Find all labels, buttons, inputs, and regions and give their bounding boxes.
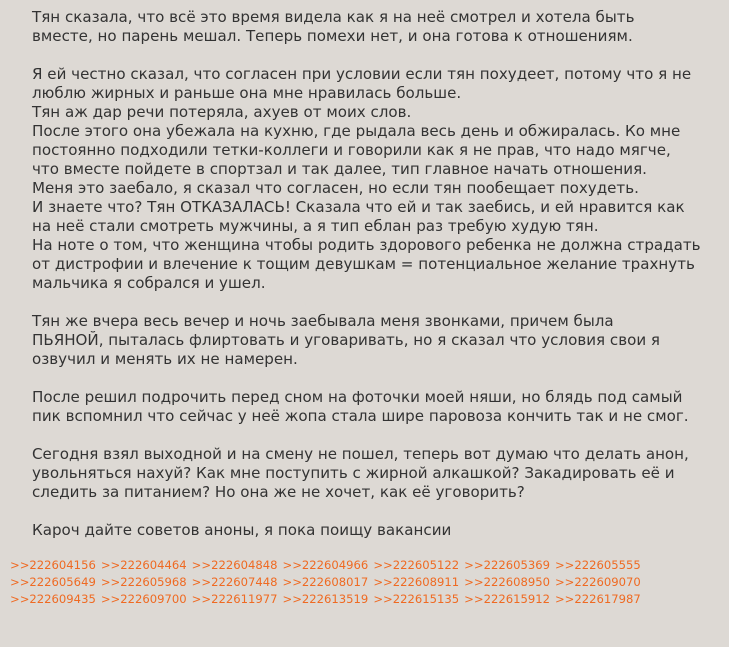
post-paragraph [32, 312, 724, 369]
reply-link[interactable]: >>222604464 [100, 558, 187, 572]
reply-link[interactable]: >>222609700 [100, 592, 187, 606]
post-replies [10, 557, 719, 608]
reply-link[interactable]: >>222605122 [373, 558, 460, 572]
reply-link[interactable]: >>222604156 [10, 558, 96, 572]
post-text-line: мальчика я собрался и ушел. [32, 274, 266, 292]
post-text-line: ПЬЯНОЙ, пыталась флиртовать и уговаривать, но я сказал что условия свои я [32, 331, 661, 349]
reply-link[interactable]: >>222604848 [191, 558, 278, 572]
post-text-line: На ноте о том, что женщина чтобы родить здорового ребенка не должна страдать [32, 236, 701, 254]
reply-link[interactable]: >>222608911 [373, 575, 460, 589]
post-text-line: люблю жирных и раньше она мне нравилась больше. [32, 84, 462, 102]
post-paragraph [32, 65, 724, 293]
post-text-line: вместе, но парень мешал. Теперь помехи нет, и она готова к отношениям. [32, 27, 633, 45]
reply-link[interactable]: >>222611977 [191, 592, 278, 606]
reply-link[interactable]: >>222605968 [100, 575, 187, 589]
reply-row [10, 557, 719, 574]
reply-link[interactable]: >>222617987 [554, 592, 641, 606]
reply-link[interactable]: >>222613519 [282, 592, 369, 606]
reply-link[interactable]: >>222609435 [10, 592, 96, 606]
post-text-line: Тян аж дар речи потеряла, ахуев от моих слов. [32, 103, 412, 121]
post-text-line: Меня это заебало, я сказал что согласен, но если тян пообещает похудеть. [32, 179, 639, 197]
post-text-line: от дистрофии и влечение к тощим девушкам = потенциальное желание трахнуть [32, 255, 695, 273]
post-text-line: После этого она убежала на кухню, где рыдала весь день и обжиралась. Ко мне [32, 122, 681, 140]
post-text-line: озвучил и менять их не намерен. [32, 350, 298, 368]
post-text-line: Тян же вчера весь вечер и ночь заебывала меня звонками, причем была [32, 312, 614, 330]
post-text-line: Кароч дайте советов аноны, я пока поищу вакансии [32, 521, 452, 539]
post-message [10, 8, 724, 540]
post-paragraph [32, 8, 724, 46]
post-text-line: постоянно подходили тетки-коллеги и говорили как я не прав, что надо мягче, [32, 141, 671, 159]
reply-link[interactable]: >>222605649 [10, 575, 96, 589]
reply-row [10, 574, 719, 591]
reply-link[interactable]: >>222605369 [464, 558, 550, 572]
reply-link[interactable]: >>222608017 [282, 575, 369, 589]
post-text-line: следить за питанием? Но она же не хочет, как её уговорить? [32, 483, 525, 501]
post-text-line: Я ей честно сказал, что согласен при условии если тян похудеет, потому что я не [32, 65, 692, 83]
reply-link[interactable]: >>222615135 [373, 592, 460, 606]
post-paragraph [32, 445, 724, 502]
post-text-line: что вместе пойдете в спортзал и так далее, тип главное начать отношения. [32, 160, 647, 178]
reply-row [10, 591, 719, 608]
post-paragraph [32, 388, 724, 426]
reply-link[interactable]: >>222605555 [554, 558, 641, 572]
reply-link[interactable]: >>222615912 [464, 592, 550, 606]
reply-link[interactable]: >>222609070 [554, 575, 641, 589]
post-text-line: Тян сказала, что всё это время видела как я на неё смотрел и хотела быть [32, 8, 635, 26]
post-text-line: После решил подрочить перед сном на фоточки моей няши, но блядь под самый [32, 388, 683, 406]
post-text-line: Сегодня взял выходной и на смену не пошел, теперь вот думаю что делать анон, [32, 445, 689, 463]
post-text-line: пик вспомнил что сейчас у неё жопа стала шире паровоза кончить так и не смог. [32, 407, 689, 425]
reply-link[interactable]: >>222608950 [464, 575, 550, 589]
reply-link[interactable]: >>222604966 [282, 558, 369, 572]
post-text-line: И знаете что? Тян ОТКАЗАЛАСЬ! Сказала что ей и так заебись, и ей нравится как [32, 198, 685, 216]
reply-link[interactable]: >>222607448 [191, 575, 278, 589]
post-paragraph [32, 521, 724, 540]
post-text-line: на неё стали смотреть мужчины, а я тип еблан раз требую худую тян. [32, 217, 599, 235]
post-text-line: увольняться нахуй? Как мне поступить с жирной алкашкой? Закадировать её и [32, 464, 675, 482]
